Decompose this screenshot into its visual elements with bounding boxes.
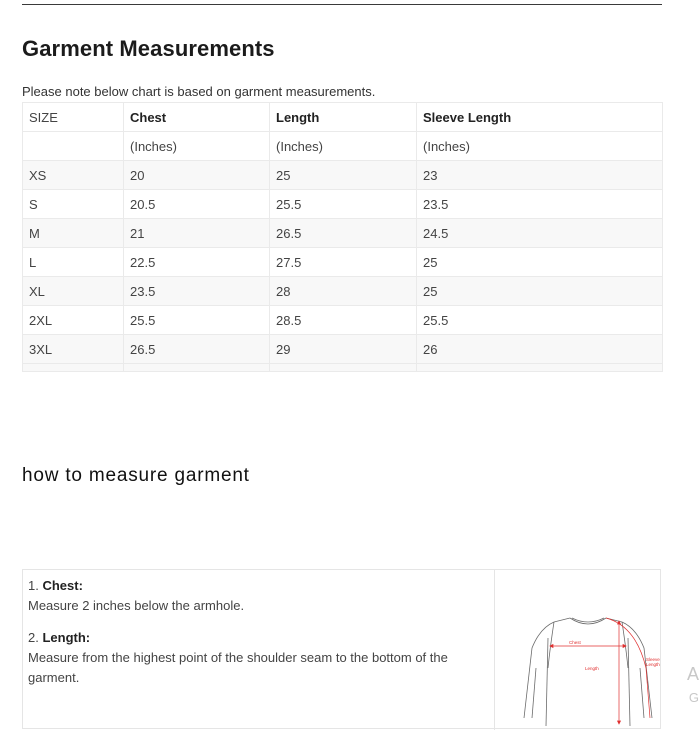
cell-size: XL [23,277,124,306]
table-row [23,335,663,364]
header-length: Length [270,103,417,132]
cell-size: M [23,219,124,248]
units-chest: (Inches) [124,132,270,161]
cell-chest: 20.5 [124,190,270,219]
units-size [23,132,124,161]
instruction-number: 1. [28,578,39,593]
cell-length: 29 [270,335,417,364]
cell-size: XS [23,161,124,190]
measurement-instructions-box [22,569,661,729]
units-length: (Inches) [270,132,417,161]
sweater-outline [524,618,652,726]
length-arrow-bottom [618,721,621,724]
cell-sleeve-length: 23.5 [417,190,663,219]
sweater-measurement-diagram [518,608,658,728]
box-divider [494,570,495,730]
units-sleeve-length: (Inches) [417,132,663,161]
cell-chest: 20 [124,161,270,190]
cell-chest: 25.5 [124,306,270,335]
empty-cell [23,364,124,372]
header-size: SIZE [23,103,124,132]
cell-length: 28.5 [270,306,417,335]
table-row [23,306,663,335]
cell-chest: 22.5 [124,248,270,277]
measure-markers [550,618,650,724]
instructions-text [28,576,488,700]
cell-chest: 23.5 [124,277,270,306]
cell-chest: 26.5 [124,335,270,364]
cell-size: L [23,248,124,277]
instruction-text: Measure 2 inches below the armhole. [28,598,245,613]
how-to-measure-heading: how to measure garment [22,465,250,486]
instruction-title: Length: [42,630,91,645]
header-chest: Chest [124,103,270,132]
header-sleeve-length: Sleeve Length [417,103,663,132]
table-row [23,161,663,190]
cell-length: 25 [270,161,417,190]
table-empty-row [23,364,663,372]
cell-size: 2XL [23,306,124,335]
table-row [23,277,663,306]
length-label: Length [585,666,599,671]
cell-sleeve-length: 25 [417,248,663,277]
cell-length: 27.5 [270,248,417,277]
table-header-row [23,103,663,132]
cell-sleeve-length: 26 [417,335,663,364]
instruction-text: Measure from the highest point of the shoulder seam to the bottom of the garment. [28,650,448,685]
cell-length: 25.5 [270,190,417,219]
table-units-row [23,132,663,161]
page-title: Garment Measurements [22,36,275,61]
size-chart-table [22,102,663,372]
empty-cell [124,364,270,372]
empty-cell [417,364,663,372]
cell-sleeve-length: 25.5 [417,306,663,335]
table-row [23,190,663,219]
table-row [23,248,663,277]
table-row [23,219,663,248]
instruction-chest [28,576,488,616]
chart-note: Please note below chart is based on garment measurements. [22,84,376,99]
instruction-number: 2. [28,630,39,645]
cell-length: 28 [270,277,417,306]
cell-chest: 21 [124,219,270,248]
instruction-title: Chest: [42,578,83,593]
edge-letter-a: A [686,664,699,684]
cell-sleeve-length: 25 [417,277,663,306]
empty-cell [270,364,417,372]
edge-letter-g: G [688,690,699,705]
cell-sleeve-length: 23 [417,161,663,190]
instruction-length [28,628,488,688]
cell-size: S [23,190,124,219]
cell-length: 26.5 [270,219,417,248]
cell-size: 3XL [23,335,124,364]
sleeve-label-line1: Sleeve [646,657,660,662]
cell-sleeve-length: 24.5 [417,219,663,248]
chest-label: Chest [569,640,581,645]
top-divider [22,4,662,5]
sleeve-label-line2: Length [646,662,660,667]
